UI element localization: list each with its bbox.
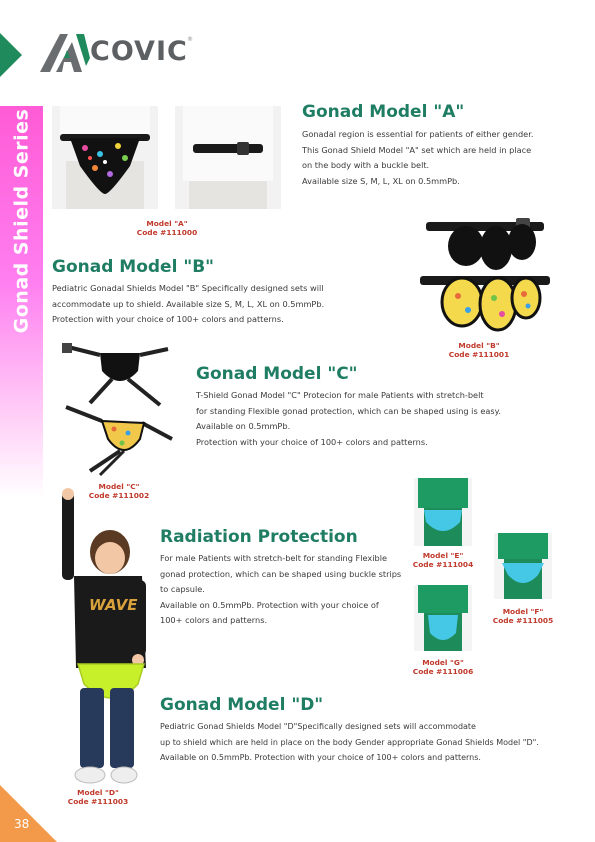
model-d-title: Gonad Model "D" (160, 695, 324, 715)
model-b-section (52, 257, 412, 328)
model-a-photo-back (175, 106, 281, 209)
model-c-caption: Model "C" Code #111002 (88, 482, 150, 500)
corner-triangle (0, 33, 22, 77)
model-d-section (160, 695, 585, 766)
model-a-line: on the body with a buckle belt. (302, 160, 430, 170)
model-b-title: Gonad Model "B" (52, 257, 215, 277)
model-c-title: Gonad Model "C" (196, 364, 358, 384)
page-number: 38 (14, 817, 30, 831)
side-title-text: Gonad Shield Series (10, 108, 33, 334)
model-a-section (302, 102, 587, 189)
model-d-line: Pediatric Gonad Shields Model "D"Specifically designed sets will accommodate (160, 722, 476, 731)
shirt-print-text: WAVE (89, 596, 138, 614)
model-b-photo (420, 210, 552, 340)
model-b-line: Pediatric Gonadal Shields Model "B" Specifically designed sets will (52, 283, 324, 293)
model-a-title: Gonad Model "A" (302, 102, 465, 122)
model-d-caption: Model "D" Code #111003 (67, 788, 129, 806)
model-d-line: up to shield which are held in place on the body Gender appropriate Gonad Shields Model "D". (160, 737, 539, 747)
model-a-line: Available size S, M, L, XL on 0.5mmPb. (302, 175, 460, 186)
model-c-line: for standing Flexible gonad protection, which can be shaped using is easy. (196, 405, 501, 416)
radiation-line: 100+ colors and patterns. (160, 615, 268, 625)
model-c-line: Protection with your choice of 100+ colors and patterns. (196, 436, 428, 447)
radiation-line: Available on 0.5mmPb. Protection with your choice of (160, 599, 379, 610)
model-f-photo (494, 533, 552, 599)
model-b-caption: Model "B" Code #111001 (448, 341, 510, 359)
brand-name: COVIC (90, 36, 188, 67)
model-c-line: Available on 0.5mmPb. (196, 421, 291, 431)
model-a-caption: Model "A" Code #111000 (136, 219, 198, 237)
model-d-line: Available on 0.5mmPb. Protection with your choice of 100+ colors and patterns. (160, 753, 481, 762)
model-b-line: Protection with your choice of 100+ colors and patterns. (52, 314, 284, 324)
model-g-photo (414, 585, 472, 651)
model-a-line: This Gonad Shield Model "A" set which are held in place (302, 144, 532, 155)
model-d-photo (48, 488, 158, 786)
model-e-photo (414, 478, 472, 546)
model-c-section (196, 364, 586, 450)
model-a-photo-front (52, 106, 158, 209)
model-g-caption: Model "G" Code #111006 (412, 658, 474, 676)
radiation-line: gonad protection, which can be shaped using buckle strips (160, 568, 402, 579)
side-title (0, 106, 43, 336)
corner-accent (0, 785, 57, 842)
registered-mark: ® (187, 36, 193, 43)
model-b-line: accommodate up to shield. Available size S, M, L, XL on 0.5mmPb. (52, 298, 325, 309)
model-c-line: T-Shield Gonad Model "C" Protecion for male Patients with stretch-belt (196, 390, 484, 400)
model-f-caption: Model "F" Code #111005 (492, 607, 554, 625)
radiation-title: Radiation Protection (160, 527, 358, 547)
radiation-section (160, 527, 410, 629)
radiation-line: For male Patients with stretch-belt for standing Flexible (160, 553, 388, 563)
model-e-caption: Model "E" Code #111004 (412, 551, 474, 569)
model-a-line: Gonadal region is essential for patients of either gender. (302, 129, 534, 139)
model-a-shield (70, 136, 140, 196)
radiation-line: to capsule. (160, 584, 205, 594)
model-c-photo (60, 343, 178, 478)
